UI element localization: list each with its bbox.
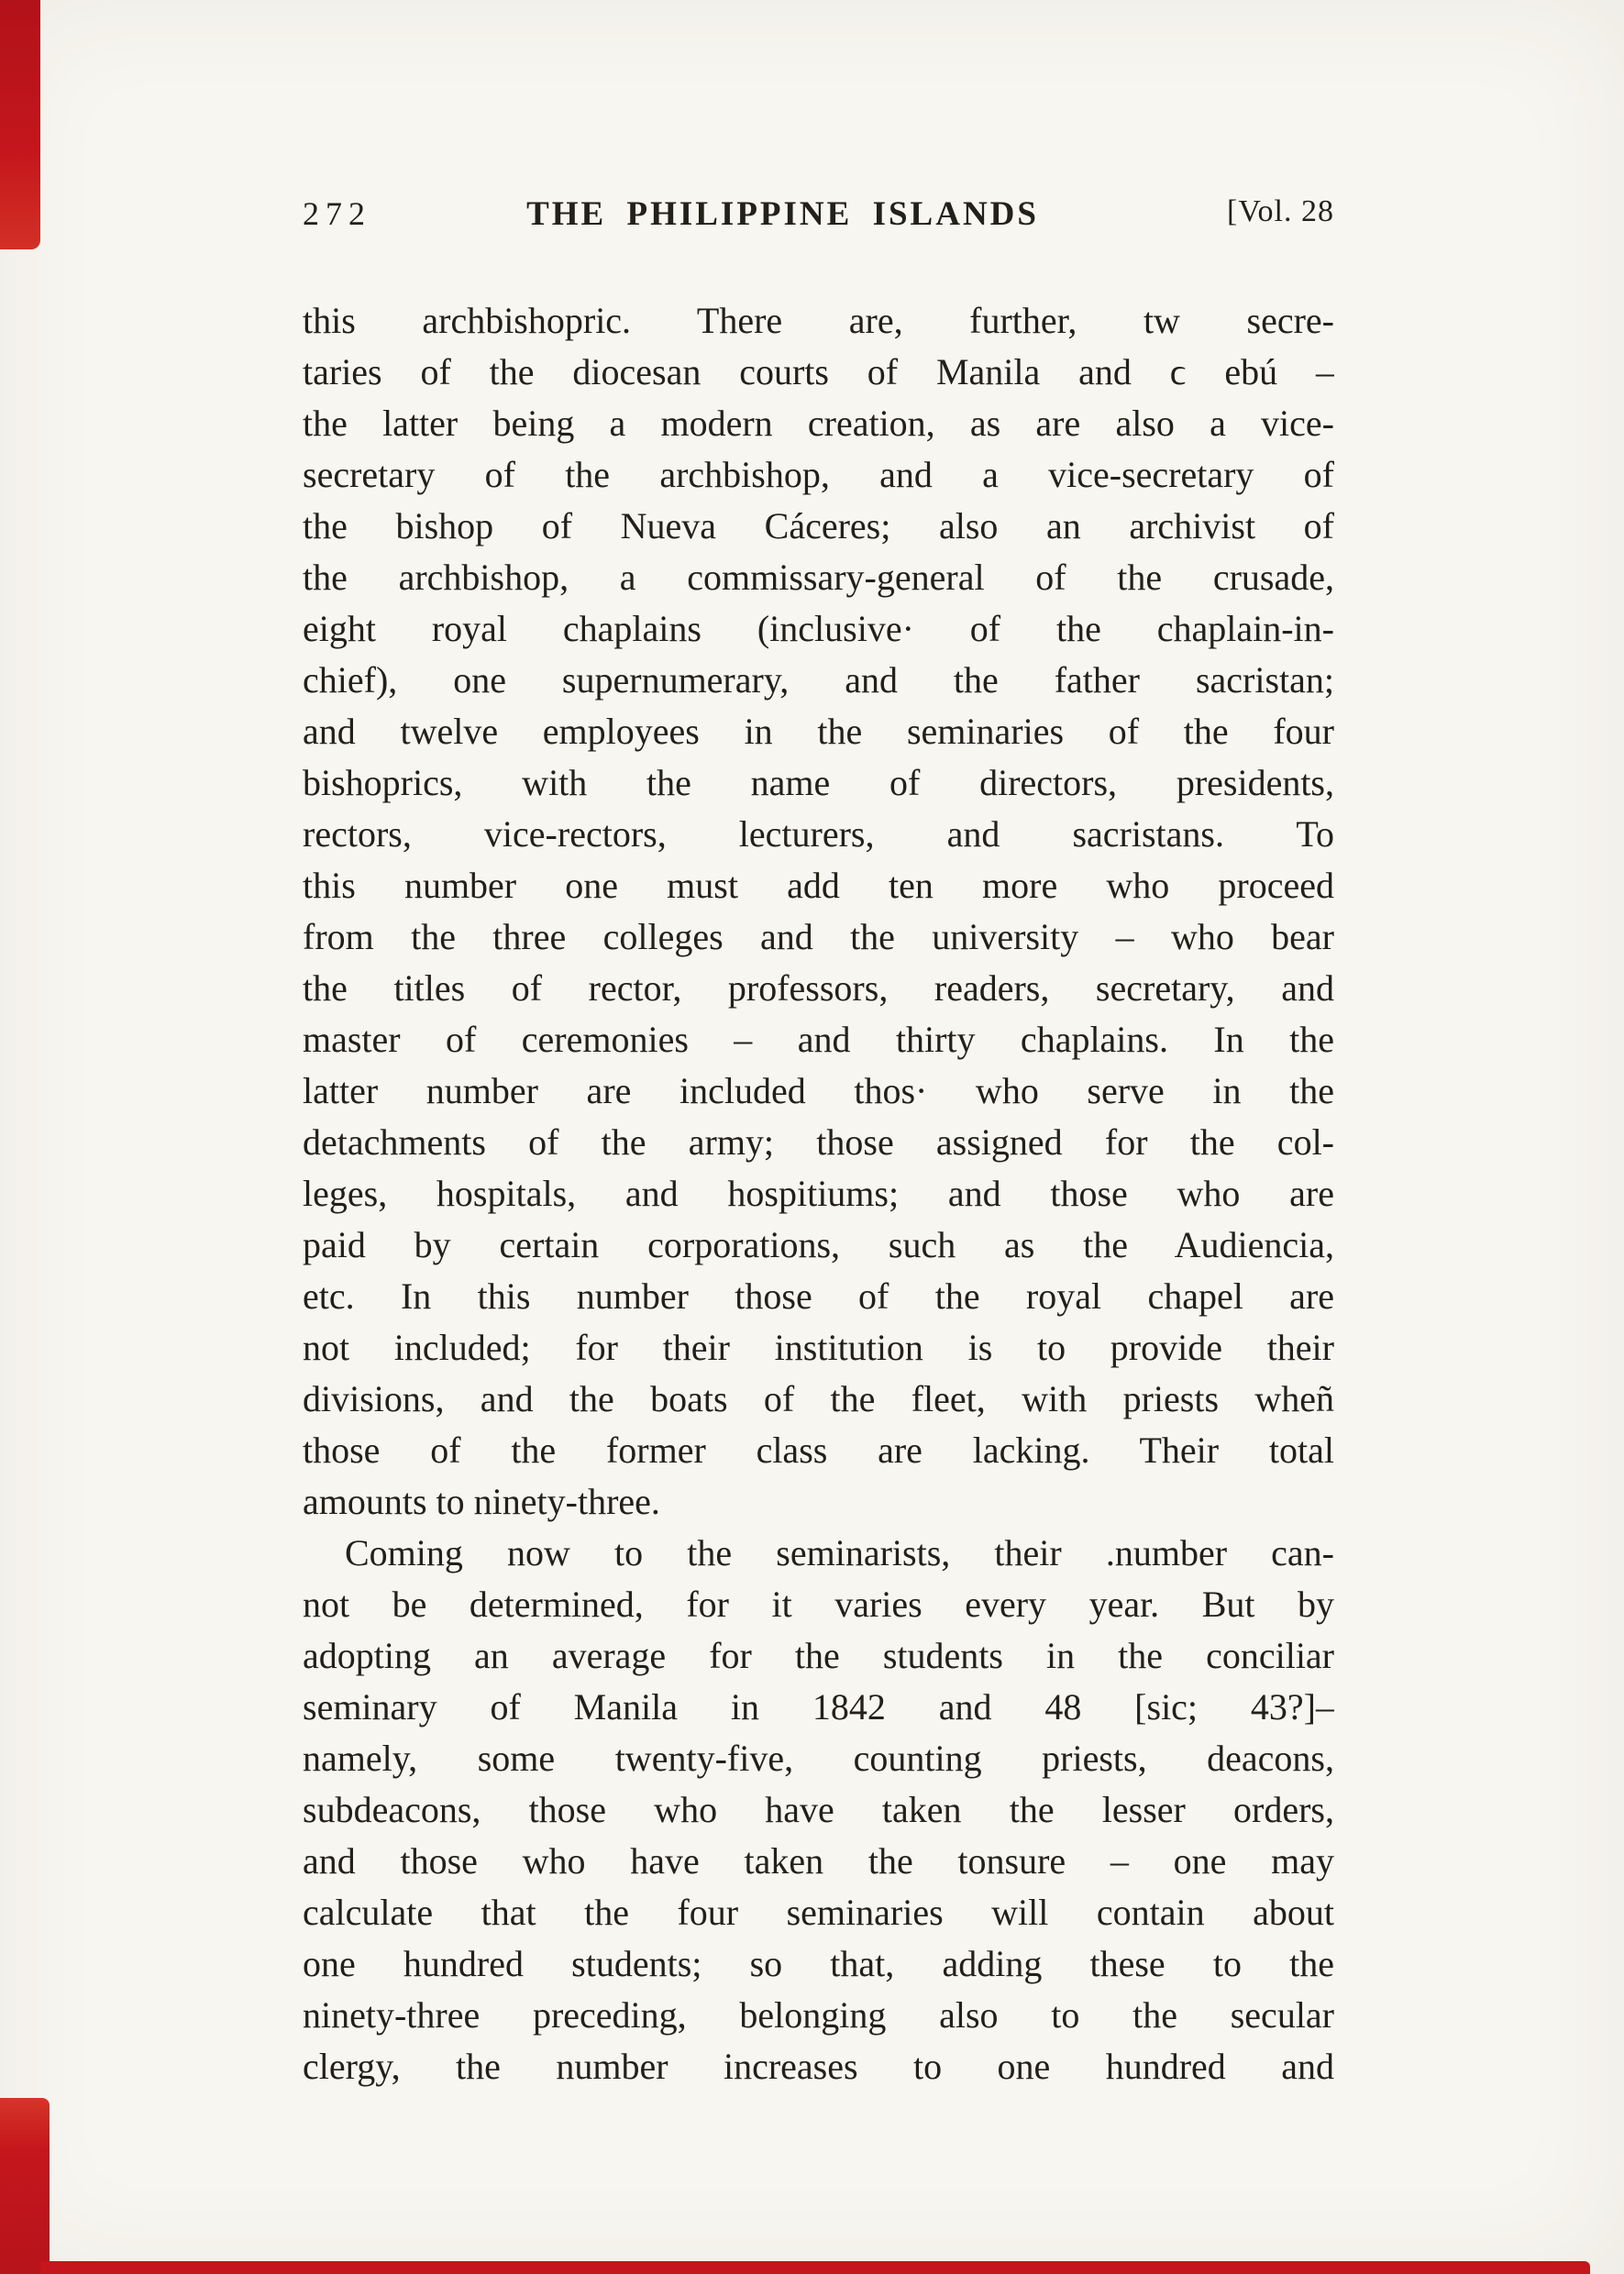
scan-artifact-red-bar-bottom-left — [0, 2098, 50, 2274]
scan-artifact-red-bar-bottom-edge — [40, 2261, 1590, 2274]
text-line: leges, hospitals, and hospitiums; and those who are — [303, 1173, 1334, 1214]
text-line: divisions, and the boats of the fleet, with priests wheñ — [303, 1378, 1334, 1419]
text-line: seminary of Manila in 1842 and 48 [sic; 43?]– — [303, 1686, 1334, 1728]
text-line: latter number are included thos· who serve in the — [303, 1070, 1334, 1111]
text-line: clergy, the number increases to one hundred and — [303, 2046, 1334, 2087]
page-number: 272 — [303, 195, 371, 232]
text-line: and twelve employees in the seminaries of the four — [303, 711, 1334, 752]
text-line: eight royal chaplains (inclusive· of the chaplain-in- — [303, 608, 1334, 649]
text-line: those of the former class are lacking. Their total — [303, 1430, 1334, 1471]
text-line: this archbishopric. There are, further, tw secre- — [303, 300, 1334, 341]
running-title: THE PHILIPPINE ISLANDS — [526, 195, 1039, 233]
text-line: etc. In this number those of the royal chapel are — [303, 1275, 1334, 1317]
text-line: secretary of the archbishop, and a vice-secretary of — [303, 454, 1334, 495]
scan-artifact-red-bar-top-left — [0, 0, 40, 249]
volume-label: [Vol. 28 — [1227, 194, 1334, 228]
text-line: the bishop of Nueva Cáceres; also an archivist of — [303, 505, 1334, 546]
page-content — [303, 194, 1334, 2092]
text-line: subdeacons, those who have taken the lesser orders, — [303, 1789, 1334, 1830]
text-line: not included; for their institution is to provide their — [303, 1327, 1334, 1368]
text-line: adopting an average for the students in the conciliar — [303, 1635, 1334, 1676]
text-line: Coming now to the seminarists, their .number can- — [345, 1532, 1334, 1573]
text-line: one hundred students; so that, adding these to the — [303, 1943, 1334, 1984]
text-line: paid by certain corporations, such as the Audiencia, — [303, 1224, 1334, 1265]
text-line: the archbishop, a commissary-general of the crusade, — [303, 557, 1334, 598]
running-header — [303, 194, 1334, 246]
text-line: calculate that the four seminaries will contain about — [303, 1892, 1334, 1933]
text-line: and those who have taken the tonsure – one may — [303, 1840, 1334, 1882]
text-line: detachments of the army; those assigned for the col- — [303, 1121, 1334, 1163]
text-line: rectors, vice-rectors, lecturers, and sacristans. To — [303, 813, 1334, 855]
text-line: from the three colleges and the university – who bear — [303, 916, 1334, 957]
text-line: namely, some twenty-five, counting priests, deacons, — [303, 1738, 1334, 1779]
text-line: amounts to ninety-three. — [303, 1481, 660, 1522]
text-line: taries of the diocesan courts of Manila and ϲ ebú – — [303, 351, 1334, 392]
text-line: bishoprics, with the name of directors, presidents, — [303, 762, 1334, 803]
text-line: master of ceremonies – and thirty chaplains. In the — [303, 1019, 1334, 1060]
text-line: not be determined, for it varies every year. But by — [303, 1584, 1334, 1625]
text-line: the latter being a modern creation, as are also a vice- — [303, 403, 1334, 444]
body-text — [303, 295, 1334, 2092]
text-line: ninety-three preceding, belonging also to the secular — [303, 1994, 1334, 2036]
text-line: this number one must add ten more who proceed — [303, 865, 1334, 906]
text-line: the titles of rector, professors, readers, secretary, and — [303, 967, 1334, 1009]
text-line: chief), one supernumerary, and the father sacristan; — [303, 659, 1334, 701]
